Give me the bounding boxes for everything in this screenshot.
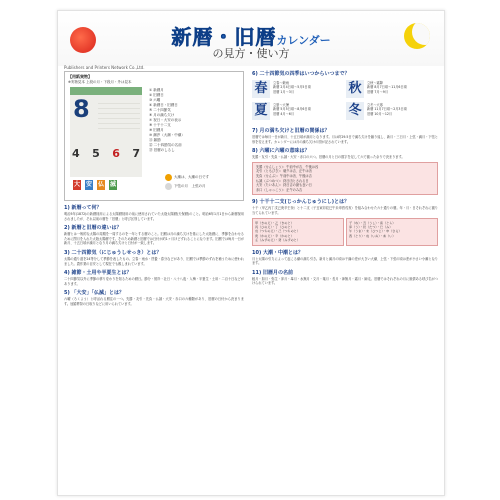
rokuyo-line: 赤口（しゃっこう）：正午のみ吉: [256, 187, 303, 192]
section-heading: 11) 旧暦月の名前: [252, 269, 293, 276]
season-item: [252, 102, 342, 122]
season-line: 立冬～大寒: [367, 103, 383, 107]
section: [64, 205, 244, 221]
section: [64, 225, 244, 246]
section-heading: 9) 十干十二支(じっかんじゅうにし)とは？: [252, 199, 350, 206]
section-body: 六曜（ろくよう）と呼ばれる暦注の一つ。先勝・友引・先負・仏滅・大安・赤口の六種類があり、旧暦の日付から決まります。冠婚葬祭の日取りなどに用いられています。: [64, 297, 244, 306]
callout: ② 旧暦日: [149, 93, 164, 97]
section: [252, 128, 438, 144]
callout: ⑧ 十干十二支: [149, 123, 171, 127]
season-line: 旧暦 7月～9月: [367, 89, 389, 94]
badge-legend: [165, 174, 241, 192]
season-line: 立春～穀雨: [273, 81, 289, 85]
sample-cell: 仏: [97, 181, 104, 188]
rokuyo-line: 大安（たいあん）：終日吉の最も良い日: [256, 183, 312, 188]
callout: ⑬ 旧暦のしるし: [149, 148, 175, 152]
section-heading: 2) 新暦と旧暦の違いは？: [64, 225, 122, 232]
junishi-line: 酉（とり）・戌（いぬ）・亥（い）: [349, 233, 396, 238]
season-line: 新暦 8月7日頃～11月6日頃: [367, 85, 407, 90]
callout: ⑪ 雑節: [149, 138, 161, 142]
junishi-line: 午（うま）・未（ひつじ）・申（さる）: [349, 229, 402, 234]
section-body: 太陽の通り道を24等分して季節を表したもの。立春・雨水・啓蟄・春分などがあり、旧暦では季節のずれを補うために使われました。農作業の目安として現在でも親しまれています。: [64, 256, 244, 266]
section: [64, 250, 244, 266]
season-item: [252, 80, 342, 100]
season-char: 春: [252, 80, 270, 98]
jikkan-line: 戊（つちのえ）・己（つちのと）: [255, 229, 300, 234]
callout: ③ 六曜: [149, 98, 161, 102]
section-heading: 1) 新暦って何？: [64, 205, 102, 211]
publisher: Publishers and Printers Network Co.,Ltd.: [64, 65, 145, 70]
season-line: 旧暦 1月～3月: [273, 89, 295, 94]
callout: ⑨ 旧暦月: [149, 128, 164, 132]
junishi-column: [346, 218, 438, 246]
callout: ④ 新暦日・旧暦日: [149, 103, 178, 107]
callout: ① 新暦月: [149, 88, 164, 92]
right-column: [252, 71, 438, 491]
season-line: 旧暦 4月～6月: [273, 111, 295, 116]
section: [252, 148, 438, 195]
badge-text: 大潮は、大潮の日です: [174, 175, 209, 179]
rokuyo-line: 先負（せんぶ）：午前中は凶、午後は吉: [256, 173, 312, 178]
season-item: [346, 102, 436, 122]
season-item: [346, 80, 436, 100]
section-body: 月と太陽の引力によって起こる潮の満ち引き。新月と満月の頃は干満の差が大きい大潮、上弦・下弦の頃は差が小さい小潮となります。: [252, 256, 438, 266]
header: [58, 11, 444, 66]
section-body: 二十四節気以外に季節の移り変わりを知るための暦日。節分・彼岸・社日・八十八夜・入梅・半夏生・土用・二百十日などがあります。: [64, 277, 244, 286]
left-column: [64, 71, 244, 491]
calendar-month: 8: [73, 95, 90, 123]
section: [252, 199, 438, 245]
rokuyo-line: 仏滅（ぶつめつ）：終日凶とされる日: [256, 178, 309, 183]
section-heading: 3) 二十四節気（にじゅうしせっき）とは？: [64, 249, 162, 256]
season-char: 秋: [346, 80, 364, 98]
jikkan-column: [252, 218, 344, 246]
section: [252, 270, 438, 286]
section: [252, 250, 438, 266]
season-grid: [252, 80, 436, 124]
calendar-day: 5: [92, 147, 100, 160]
calendar-grid: [98, 99, 140, 129]
moon-phase-icon: [165, 183, 172, 190]
section-body: 旧暦では毎月一日が新月、十五日頃が満月となります。月は約29.5日で満ち欠けを繰り返し、新月・三日月・上弦・満月・下弦と形を変えます。カレンダーには月の満ち欠けの図が記されています。: [252, 135, 438, 144]
page-subtitle: の見方・使い方: [212, 47, 290, 60]
section-heading: 5) 「大安」「仏滅」とは？: [64, 290, 125, 297]
title-sub: カレンダー: [276, 34, 331, 47]
section-body: 睦月・如月・弥生・卯月・皐月・水無月・文月・葉月・長月・神無月・霜月・師走。旧暦ではそれぞれの月に風情ある呼び名がつけられています。: [252, 276, 438, 286]
section-heading: 6) 二十四節気の四季はいつからいつまで？: [252, 71, 350, 77]
callout: ⑤ 二十四節気: [149, 108, 171, 112]
calendar-day: 6: [112, 147, 120, 160]
badge-text: 下弦の月 上弦の月: [174, 184, 206, 188]
section: [252, 71, 438, 124]
callout: ⑫ 二十四節気の名前: [149, 143, 182, 147]
example-note: ※実物見本 上段の月・下段月・外は見本: [68, 80, 132, 84]
callout-list: [149, 88, 239, 153]
calendar-day: 7: [132, 147, 140, 160]
sample-cell: 大: [73, 181, 80, 188]
tide-icon: [165, 174, 172, 181]
season-line: 立夏～大暑: [273, 103, 289, 107]
junishi-line: 卯（う）・辰（たつ）・巳（み）: [349, 224, 393, 229]
section-body: 明治5年(1872)の新暦採用による太陽暦採用の前に使用されていた太陰太陽暦(天保暦)のこと。明治6年1月1日から新暦採用されましたが、それ以前の暦を「旧暦」と呼び区別しています。: [64, 212, 244, 221]
season-line: 立秋～霜降: [367, 81, 383, 85]
season-line: 新暦 2月4日頃～5月5日頃: [273, 85, 311, 90]
title-main: 新暦・旧暦: [171, 25, 277, 49]
section-body: 先勝・友引・先負・仏滅・大安・赤口の六つ。旧暦の月と日の数字を足して六で割った余りで決まります。: [252, 155, 405, 160]
callout: ⑦ 祝日・大安の表示: [149, 118, 182, 122]
section-heading: 7) 月の満ち欠けと旧暦の関係は？: [252, 128, 330, 134]
jikkan-line: 庚（かのえ）・辛（かのと）: [255, 233, 294, 238]
jikkan-line: 壬（みずのえ）・癸（みずのと）: [255, 238, 300, 243]
example-label: 【用紙実物】: [68, 74, 92, 79]
season-char: 夏: [252, 102, 270, 120]
section-body: 十干（甲乙丙丁戊己庚辛壬癸）と十二支（子丑寅卯辰巳午未申酉戌亥）を組み合わせた六十通りの暦。年・月・日それぞれに割り当てられています。: [252, 206, 438, 215]
sample-cell: 滅: [109, 181, 116, 188]
season-char: 冬: [346, 102, 364, 120]
jikkan-box: [252, 218, 438, 246]
section: [64, 270, 244, 286]
sample-cell: 安: [85, 181, 92, 188]
rokuyo-samples: [73, 180, 117, 190]
calendar-photo-strip: [70, 87, 142, 95]
section-heading: 4) 雑節・土用や半夏生とは？: [64, 270, 132, 277]
example-calendar: [64, 71, 244, 201]
season-line: 新暦 11月7日頃～2月3日頃: [367, 107, 407, 112]
section-heading: 8) 六曜に六曜の意味は？: [252, 148, 310, 155]
calendar-day: 4: [72, 147, 80, 160]
callout: ⑥ 月の満ち欠け: [149, 113, 175, 117]
rokuyo-box: [252, 162, 438, 196]
junishi-line: 子（ね）・丑（うし）・寅（とら）: [349, 220, 396, 225]
season-line: 新暦 5月5日頃～8月6日頃: [273, 107, 311, 112]
jikkan-line: 丙（ひのえ）・丁（ひのと）: [255, 224, 294, 229]
section-body: 新暦とは一般的な太陽の周期を一周するのを一年とする暦のこと。旧暦は月の満ち欠けを基にした太陰暦に、季節を合わせるために閏月を入れた太陰太陽暦です。そのため新暦と旧暦では日付が約1ヶ月ほどずれることになります。旧暦では毎月一日が新月、十五日頃が満月となり月の満ち欠けと日付が一致します。: [64, 232, 245, 246]
season-line: 旧暦 10月～12月: [367, 111, 393, 116]
rokuyo-line: 友引（ともびき）：朝夕は吉、正午は凶: [256, 169, 312, 174]
rokuyo-line: 先勝（せんしょう）：午前中が吉、午後は凶: [256, 164, 319, 169]
jikkan-line: 甲（きのえ）・乙（きのと）: [255, 220, 294, 225]
calendar-day-row: [72, 147, 140, 173]
calendar-guide-page: [57, 10, 445, 496]
callout: ⑩ 潮汐（大潮・中潮）: [149, 133, 185, 137]
calendar-image: [70, 87, 142, 177]
section-heading: 10) 大潮・中潮とは？: [252, 249, 303, 256]
section: [64, 290, 244, 306]
